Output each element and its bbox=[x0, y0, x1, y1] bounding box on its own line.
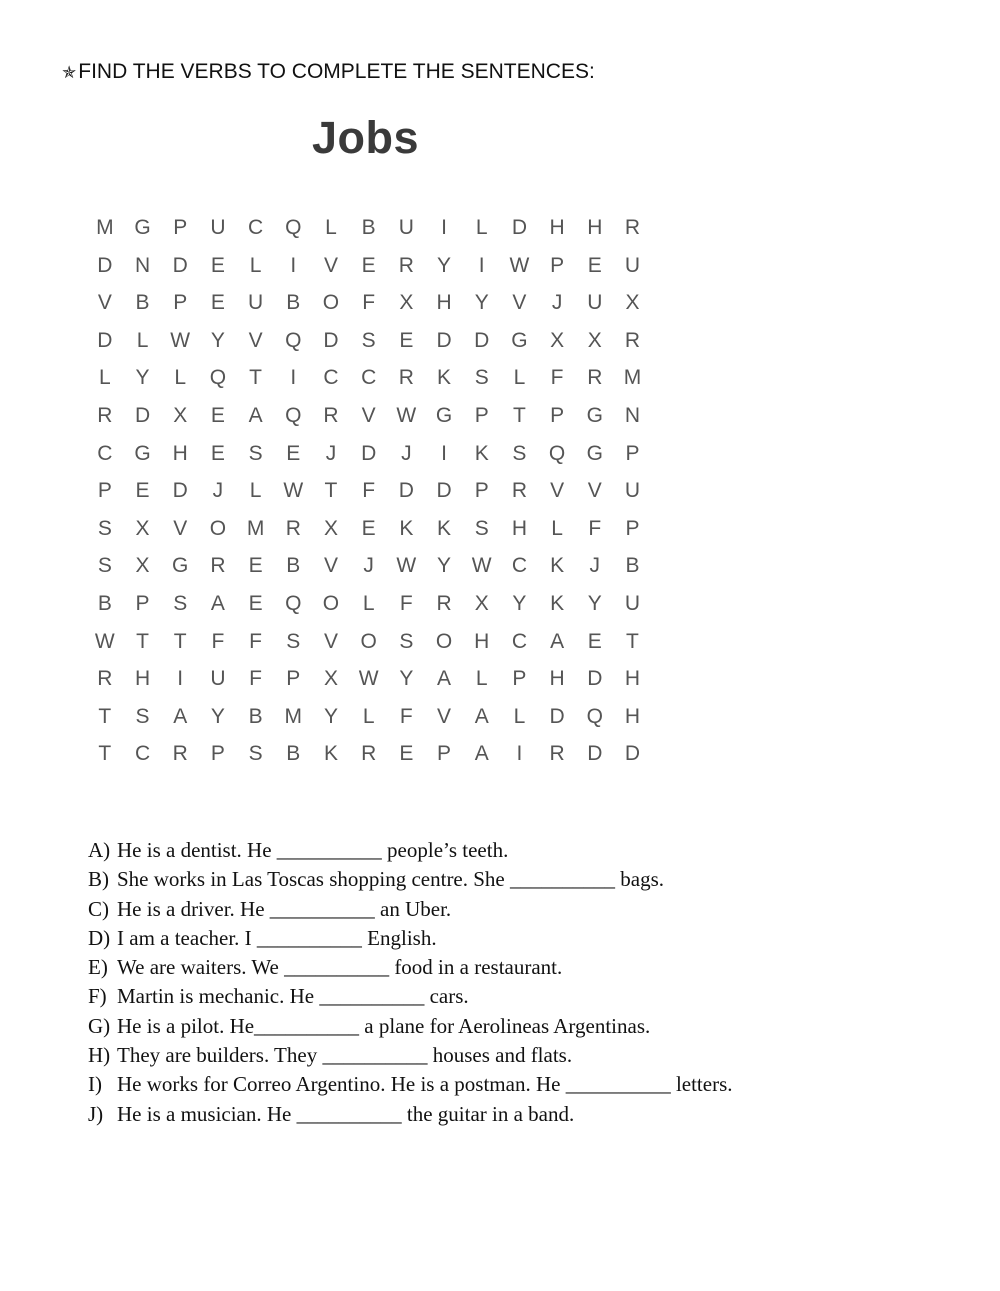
grid-cell[interactable]: W bbox=[396, 403, 417, 427]
grid-cell[interactable]: D bbox=[511, 216, 527, 239]
grid-cell[interactable]: H bbox=[134, 667, 151, 691]
grid-cell[interactable]: E bbox=[210, 403, 225, 427]
grid-cell[interactable]: F bbox=[399, 704, 413, 728]
grid-cell[interactable]: S bbox=[399, 629, 414, 653]
grid-cell[interactable]: J bbox=[589, 554, 601, 578]
sentence-letter: J) bbox=[88, 1101, 104, 1126]
grid-cell[interactable]: O bbox=[360, 629, 377, 653]
grid-cell[interactable]: I bbox=[177, 667, 184, 691]
grid-cell[interactable]: T bbox=[324, 479, 338, 503]
grid-cell[interactable]: A bbox=[173, 704, 188, 728]
sentence-text: I am a teacher. I __________ English. bbox=[117, 925, 437, 950]
grid-cell[interactable]: W bbox=[509, 253, 530, 277]
grid-cell[interactable]: C bbox=[361, 366, 377, 390]
grid-cell[interactable]: P bbox=[135, 591, 150, 615]
grid-cell[interactable]: B bbox=[286, 554, 301, 578]
grid-cell[interactable]: V bbox=[248, 328, 263, 352]
sentence-text: She works in Las Toscas shopping centre. She __________ bags. bbox=[117, 867, 664, 892]
grid-cell[interactable]: P bbox=[512, 667, 527, 691]
grid-cell[interactable]: J bbox=[551, 291, 563, 315]
grid-cell[interactable]: D bbox=[398, 479, 414, 503]
grid-row bbox=[86, 585, 651, 623]
grid-row bbox=[86, 623, 651, 661]
grid-cell[interactable]: E bbox=[587, 629, 602, 653]
grid-cell[interactable]: O bbox=[322, 591, 340, 615]
sentence-text: We are waiters. We __________ food in a restaurant. bbox=[117, 955, 563, 980]
grid-row bbox=[86, 359, 651, 397]
grid-cell[interactable]: K bbox=[437, 366, 452, 390]
grid-cell[interactable]: E bbox=[361, 253, 376, 277]
grid-cell[interactable]: P bbox=[437, 742, 452, 766]
grid-cell[interactable]: Y bbox=[399, 667, 414, 691]
grid-cell[interactable]: R bbox=[97, 403, 113, 427]
instruction-text: FIND THE VERBS TO COMPLETE THE SENTENCES: bbox=[78, 60, 595, 83]
grid-row bbox=[86, 698, 651, 736]
grid-cell[interactable]: D bbox=[549, 704, 565, 728]
grid-cell[interactable]: H bbox=[511, 516, 527, 540]
grid-cell[interactable]: L bbox=[325, 216, 337, 239]
grid-cell[interactable]: A bbox=[474, 742, 489, 766]
grid-cell[interactable]: E bbox=[399, 328, 414, 352]
sentence-item bbox=[88, 1070, 733, 1099]
sentence-text: He is a musician. He __________ the guitar in a band. bbox=[117, 1101, 575, 1126]
grid-cell[interactable]: M bbox=[96, 216, 114, 239]
grid-cell[interactable]: H bbox=[172, 441, 188, 465]
grid-cell[interactable]: E bbox=[210, 441, 225, 465]
grid-cell[interactable]: O bbox=[435, 629, 453, 653]
grid-cell[interactable]: X bbox=[399, 291, 414, 315]
grid-cell[interactable]: C bbox=[511, 554, 527, 578]
sentence-letter: F) bbox=[88, 984, 107, 1009]
grid-cell[interactable]: Y bbox=[135, 366, 150, 390]
grid-cell[interactable]: W bbox=[94, 629, 115, 653]
grid-cell[interactable]: G bbox=[172, 554, 189, 578]
grid-cell[interactable]: R bbox=[285, 516, 301, 540]
grid-cell[interactable]: L bbox=[249, 479, 262, 503]
grid-cell[interactable]: F bbox=[249, 629, 262, 653]
grid-cell[interactable]: I bbox=[441, 216, 447, 239]
grid-cell[interactable]: V bbox=[323, 554, 338, 578]
grid-cell[interactable]: P bbox=[97, 479, 112, 503]
grid-row bbox=[86, 547, 651, 585]
sentence-list bbox=[88, 836, 733, 1129]
sentence-letter: D) bbox=[88, 925, 111, 950]
grid-cell[interactable]: E bbox=[399, 742, 414, 766]
grid-cell[interactable]: J bbox=[363, 554, 374, 578]
grid-cell[interactable]: E bbox=[587, 253, 602, 277]
grid-cell[interactable]: P bbox=[625, 441, 640, 465]
grid-cell[interactable]: L bbox=[362, 704, 375, 728]
grid-cell[interactable]: G bbox=[134, 216, 151, 239]
grid-cell[interactable]: C bbox=[248, 216, 264, 239]
grid-cell[interactable]: Y bbox=[512, 591, 527, 615]
grid-cell[interactable]: X bbox=[587, 328, 602, 352]
grid-cell[interactable]: G bbox=[586, 441, 603, 465]
grid-cell[interactable]: Q bbox=[548, 441, 566, 465]
grid-cell[interactable]: U bbox=[587, 291, 603, 315]
grid-cell[interactable]: S bbox=[474, 516, 489, 540]
grid-cell[interactable]: M bbox=[284, 704, 303, 728]
grid-cell[interactable]: H bbox=[587, 216, 603, 239]
grid-cell[interactable]: F bbox=[588, 516, 602, 540]
grid-cell[interactable]: G bbox=[134, 441, 151, 465]
grid-cell[interactable]: Y bbox=[437, 253, 452, 277]
grid-cell[interactable]: D bbox=[587, 667, 603, 691]
sentence-letter: H) bbox=[88, 1043, 111, 1068]
grid-cell[interactable]: N bbox=[134, 253, 151, 277]
grid-cell[interactable]: R bbox=[210, 554, 226, 578]
grid-cell[interactable]: P bbox=[173, 291, 188, 315]
grid-cell[interactable]: P bbox=[550, 253, 565, 277]
grid-cell[interactable]: A bbox=[248, 403, 263, 427]
grid-cell[interactable]: Y bbox=[437, 554, 452, 578]
grid-cell[interactable]: P bbox=[286, 667, 301, 691]
grid-cell[interactable]: S bbox=[361, 328, 376, 352]
grid-cell[interactable]: U bbox=[248, 291, 264, 315]
grid-cell[interactable]: I bbox=[516, 742, 523, 766]
grid-cell[interactable]: X bbox=[135, 516, 150, 540]
grid-cell[interactable]: F bbox=[362, 291, 376, 315]
grid-cell[interactable]: V bbox=[97, 291, 112, 315]
star-icon: ✯ bbox=[62, 63, 77, 82]
grid-cell[interactable]: V bbox=[512, 291, 527, 315]
grid-cell[interactable]: Y bbox=[587, 591, 602, 615]
sentence-text: Martin is mechanic. He __________ cars. bbox=[117, 984, 469, 1009]
grid-cell[interactable]: D bbox=[474, 328, 490, 352]
grid-cell[interactable]: V bbox=[361, 403, 376, 427]
sentence-item bbox=[88, 953, 733, 982]
grid-cell[interactable]: G bbox=[511, 328, 528, 352]
grid-cell[interactable]: W bbox=[471, 554, 492, 578]
grid-cell[interactable]: D bbox=[587, 742, 603, 766]
grid-row bbox=[86, 735, 651, 773]
sentence-item bbox=[88, 982, 733, 1011]
grid-cell[interactable]: F bbox=[550, 366, 564, 390]
grid-cell[interactable]: W bbox=[283, 479, 304, 503]
instruction-heading bbox=[62, 60, 595, 84]
grid-cell[interactable]: S bbox=[135, 704, 150, 728]
grid-cell[interactable]: H bbox=[549, 667, 565, 691]
grid-cell[interactable]: V bbox=[323, 629, 338, 653]
grid-cell[interactable]: E bbox=[248, 554, 263, 578]
grid-cell[interactable]: D bbox=[323, 328, 339, 352]
grid-cell[interactable]: I bbox=[290, 253, 297, 277]
grid-cell[interactable]: K bbox=[550, 554, 565, 578]
sentence-item bbox=[88, 895, 733, 924]
grid-cell[interactable]: R bbox=[323, 403, 339, 427]
grid-cell[interactable]: N bbox=[624, 403, 641, 427]
grid-cell[interactable]: A bbox=[474, 704, 489, 728]
grid-cell[interactable]: S bbox=[474, 366, 489, 390]
grid-cell[interactable]: Y bbox=[210, 704, 225, 728]
grid-cell[interactable]: L bbox=[475, 216, 488, 239]
sentence-item bbox=[88, 1100, 733, 1129]
grid-cell[interactable]: D bbox=[172, 253, 188, 277]
grid-cell[interactable]: G bbox=[435, 403, 453, 427]
grid-cell[interactable]: L bbox=[513, 366, 526, 390]
grid-cell[interactable]: Y bbox=[323, 704, 338, 728]
grid-cell[interactable]: R bbox=[398, 366, 414, 390]
grid-cell[interactable]: Q bbox=[285, 328, 302, 352]
sentence-text: They are builders. They __________ houses and flats. bbox=[117, 1043, 573, 1068]
grid-cell[interactable]: E bbox=[361, 516, 376, 540]
grid-row bbox=[86, 397, 651, 435]
grid-cell[interactable]: H bbox=[436, 291, 452, 315]
grid-cell[interactable]: D bbox=[361, 441, 377, 465]
sentence-letter: A) bbox=[88, 838, 111, 862]
grid-cell[interactable]: P bbox=[474, 479, 489, 503]
grid-cell[interactable]: S bbox=[173, 591, 188, 615]
grid-cell[interactable]: D bbox=[97, 253, 113, 277]
grid-cell[interactable]: T bbox=[249, 366, 262, 390]
page-title: Jobs bbox=[312, 112, 420, 163]
grid-cell[interactable]: S bbox=[97, 516, 112, 540]
grid-cell[interactable]: Y bbox=[474, 291, 489, 315]
grid-cell[interactable]: T bbox=[98, 704, 112, 728]
grid-cell[interactable]: E bbox=[286, 441, 301, 465]
grid-cell[interactable]: R bbox=[398, 253, 414, 277]
sentence-text: He is a driver. He __________ an Uber. bbox=[117, 896, 452, 921]
sentence-item bbox=[88, 836, 733, 865]
grid-cell[interactable]: S bbox=[286, 629, 301, 653]
grid-cell[interactable]: R bbox=[97, 667, 113, 691]
sentence-letter: G) bbox=[88, 1013, 111, 1038]
grid-cell[interactable]: P bbox=[210, 742, 225, 766]
grid-cell[interactable]: G bbox=[586, 403, 603, 427]
grid-cell[interactable]: E bbox=[248, 591, 263, 615]
grid-cell[interactable]: J bbox=[212, 479, 224, 503]
grid-cell[interactable]: Q bbox=[209, 366, 227, 390]
grid-cell[interactable]: R bbox=[624, 328, 641, 352]
grid-cell[interactable]: C bbox=[511, 629, 527, 653]
grid-cell[interactable]: X bbox=[474, 591, 489, 615]
grid-cell[interactable]: B bbox=[286, 291, 301, 315]
grid-cell[interactable]: T bbox=[136, 629, 149, 653]
grid-cell[interactable]: L bbox=[551, 516, 563, 540]
grid-cell[interactable]: H bbox=[624, 667, 641, 691]
grid-cell[interactable]: R bbox=[436, 591, 452, 615]
grid-row bbox=[86, 510, 651, 548]
grid-cell[interactable]: O bbox=[209, 516, 227, 540]
grid-cell[interactable]: R bbox=[511, 479, 527, 503]
grid-cell[interactable]: U bbox=[398, 216, 414, 239]
grid-cell[interactable]: R bbox=[587, 366, 603, 390]
grid-cell[interactable]: T bbox=[173, 629, 187, 653]
grid-cell[interactable]: B bbox=[248, 704, 263, 728]
grid-cell[interactable]: H bbox=[624, 704, 641, 728]
grid-cell[interactable]: Q bbox=[285, 216, 302, 239]
grid-cell[interactable]: I bbox=[441, 441, 447, 465]
grid-cell[interactable]: C bbox=[134, 742, 151, 766]
grid-cell[interactable]: H bbox=[474, 629, 490, 653]
grid-cell[interactable]: B bbox=[625, 554, 640, 578]
grid-cell[interactable]: U bbox=[624, 253, 641, 277]
grid-cell[interactable]: R bbox=[624, 216, 641, 239]
sentence-text: He is a dentist. He __________ people’s teeth. bbox=[117, 838, 509, 862]
sentence-text: He is a pilot. He__________ a plane for Aerolineas Argentinas. bbox=[117, 1013, 651, 1038]
grid-cell[interactable]: Q bbox=[586, 704, 603, 728]
grid-cell[interactable]: K bbox=[323, 742, 338, 766]
grid-cell[interactable]: B bbox=[286, 742, 301, 766]
grid-cell[interactable]: P bbox=[474, 403, 489, 427]
grid-cell[interactable]: U bbox=[210, 216, 226, 239]
grid-cell[interactable]: B bbox=[97, 591, 112, 615]
grid-cell[interactable]: X bbox=[323, 516, 338, 540]
grid-row bbox=[86, 435, 651, 473]
grid-cell[interactable]: T bbox=[512, 403, 526, 427]
grid-cell[interactable]: W bbox=[170, 328, 191, 352]
grid-cell[interactable]: F bbox=[399, 591, 413, 615]
grid-row bbox=[86, 660, 651, 698]
sentence-item bbox=[88, 924, 733, 953]
grid-cell[interactable]: I bbox=[478, 253, 485, 277]
grid-cell[interactable]: T bbox=[98, 742, 112, 766]
sentence-letter: C) bbox=[88, 896, 109, 921]
grid-cell[interactable]: K bbox=[399, 516, 414, 540]
grid-cell[interactable]: F bbox=[211, 629, 225, 653]
grid-cell[interactable]: R bbox=[549, 742, 565, 766]
grid-cell[interactable]: V bbox=[587, 479, 602, 503]
grid-cell[interactable]: S bbox=[97, 554, 112, 578]
grid-cell[interactable]: X bbox=[625, 291, 640, 315]
sentence-letter: E) bbox=[88, 955, 108, 980]
grid-cell[interactable]: L bbox=[174, 366, 187, 390]
grid-cell[interactable]: J bbox=[401, 441, 412, 465]
grid-cell[interactable]: F bbox=[362, 479, 376, 503]
grid-cell[interactable]: B bbox=[135, 291, 150, 315]
grid-cell[interactable]: X bbox=[173, 403, 188, 427]
grid-cell[interactable]: D bbox=[436, 479, 452, 503]
grid-cell[interactable]: S bbox=[248, 742, 263, 766]
grid-cell[interactable]: L bbox=[513, 704, 526, 728]
grid-cell[interactable]: M bbox=[246, 516, 265, 540]
grid-cell[interactable]: J bbox=[325, 441, 337, 465]
grid-cell[interactable]: U bbox=[624, 479, 641, 503]
grid-cell[interactable]: U bbox=[624, 591, 641, 615]
grid-cell[interactable]: M bbox=[623, 366, 642, 390]
grid-cell[interactable]: S bbox=[248, 441, 263, 465]
grid-cell[interactable]: L bbox=[136, 328, 149, 352]
grid-cell[interactable]: V bbox=[323, 253, 338, 277]
grid-row bbox=[86, 284, 651, 322]
grid-cell[interactable]: X bbox=[135, 554, 150, 578]
grid-row bbox=[86, 322, 651, 360]
grid-cell[interactable]: V bbox=[173, 516, 188, 540]
grid-cell[interactable]: E bbox=[210, 291, 225, 315]
grid-cell[interactable]: V bbox=[550, 479, 565, 503]
grid-cell[interactable]: L bbox=[249, 253, 262, 277]
grid-cell[interactable]: K bbox=[437, 516, 452, 540]
grid-cell[interactable]: L bbox=[475, 667, 488, 691]
grid-cell[interactable]: A bbox=[550, 629, 565, 653]
grid-cell[interactable]: A bbox=[437, 667, 452, 691]
sentence-item bbox=[88, 1041, 733, 1070]
grid-cell[interactable]: P bbox=[173, 216, 188, 239]
sentence-item bbox=[88, 1012, 733, 1041]
grid-cell[interactable]: W bbox=[358, 667, 379, 691]
grid-cell[interactable]: Q bbox=[285, 403, 302, 427]
sentence-letter: I) bbox=[88, 1072, 102, 1097]
grid-row bbox=[86, 472, 651, 510]
grid-row bbox=[86, 209, 651, 247]
grid-cell[interactable]: U bbox=[210, 667, 226, 691]
grid-cell[interactable]: L bbox=[362, 591, 375, 615]
grid-cell[interactable]: I bbox=[290, 366, 297, 390]
grid-cell[interactable]: P bbox=[550, 403, 565, 427]
grid-cell[interactable]: E bbox=[135, 479, 150, 503]
grid-cell[interactable]: X bbox=[323, 667, 338, 691]
grid-cell[interactable]: H bbox=[549, 216, 565, 239]
grid-row bbox=[86, 247, 651, 285]
grid-cell[interactable]: F bbox=[249, 667, 262, 691]
grid-cell[interactable]: D bbox=[172, 479, 188, 503]
grid-cell[interactable]: A bbox=[210, 591, 225, 615]
grid-cell[interactable]: B bbox=[361, 216, 376, 239]
grid-cell[interactable]: K bbox=[550, 591, 565, 615]
grid-cell[interactable]: R bbox=[172, 742, 188, 766]
sentence-text: He works for Correo Argentino. He is a postman. He __________ letters. bbox=[117, 1072, 733, 1097]
grid-cell[interactable]: X bbox=[550, 328, 565, 352]
grid-cell[interactable]: C bbox=[97, 441, 113, 465]
grid-cell[interactable]: W bbox=[396, 554, 417, 578]
grid-cell[interactable]: V bbox=[437, 704, 452, 728]
word-search-grid bbox=[86, 209, 651, 773]
grid-cell[interactable]: Q bbox=[285, 591, 302, 615]
grid-cell[interactable]: S bbox=[512, 441, 527, 465]
grid-cell[interactable]: K bbox=[474, 441, 489, 465]
grid-cell[interactable]: O bbox=[322, 291, 340, 315]
grid-cell[interactable]: E bbox=[210, 253, 225, 277]
sentence-letter: B) bbox=[88, 867, 109, 892]
grid-cell[interactable]: R bbox=[361, 742, 377, 766]
grid-cell[interactable]: D bbox=[97, 328, 113, 352]
grid-cell[interactable]: L bbox=[99, 366, 111, 390]
grid-cell[interactable]: T bbox=[626, 629, 639, 653]
grid-cell[interactable]: D bbox=[436, 328, 452, 352]
grid-cell[interactable]: D bbox=[624, 742, 641, 766]
grid-cell[interactable]: Y bbox=[210, 328, 225, 352]
sentence-item bbox=[88, 865, 733, 894]
grid-cell[interactable]: P bbox=[625, 516, 640, 540]
grid-cell[interactable]: D bbox=[134, 403, 151, 427]
grid-cell[interactable]: C bbox=[323, 366, 339, 390]
